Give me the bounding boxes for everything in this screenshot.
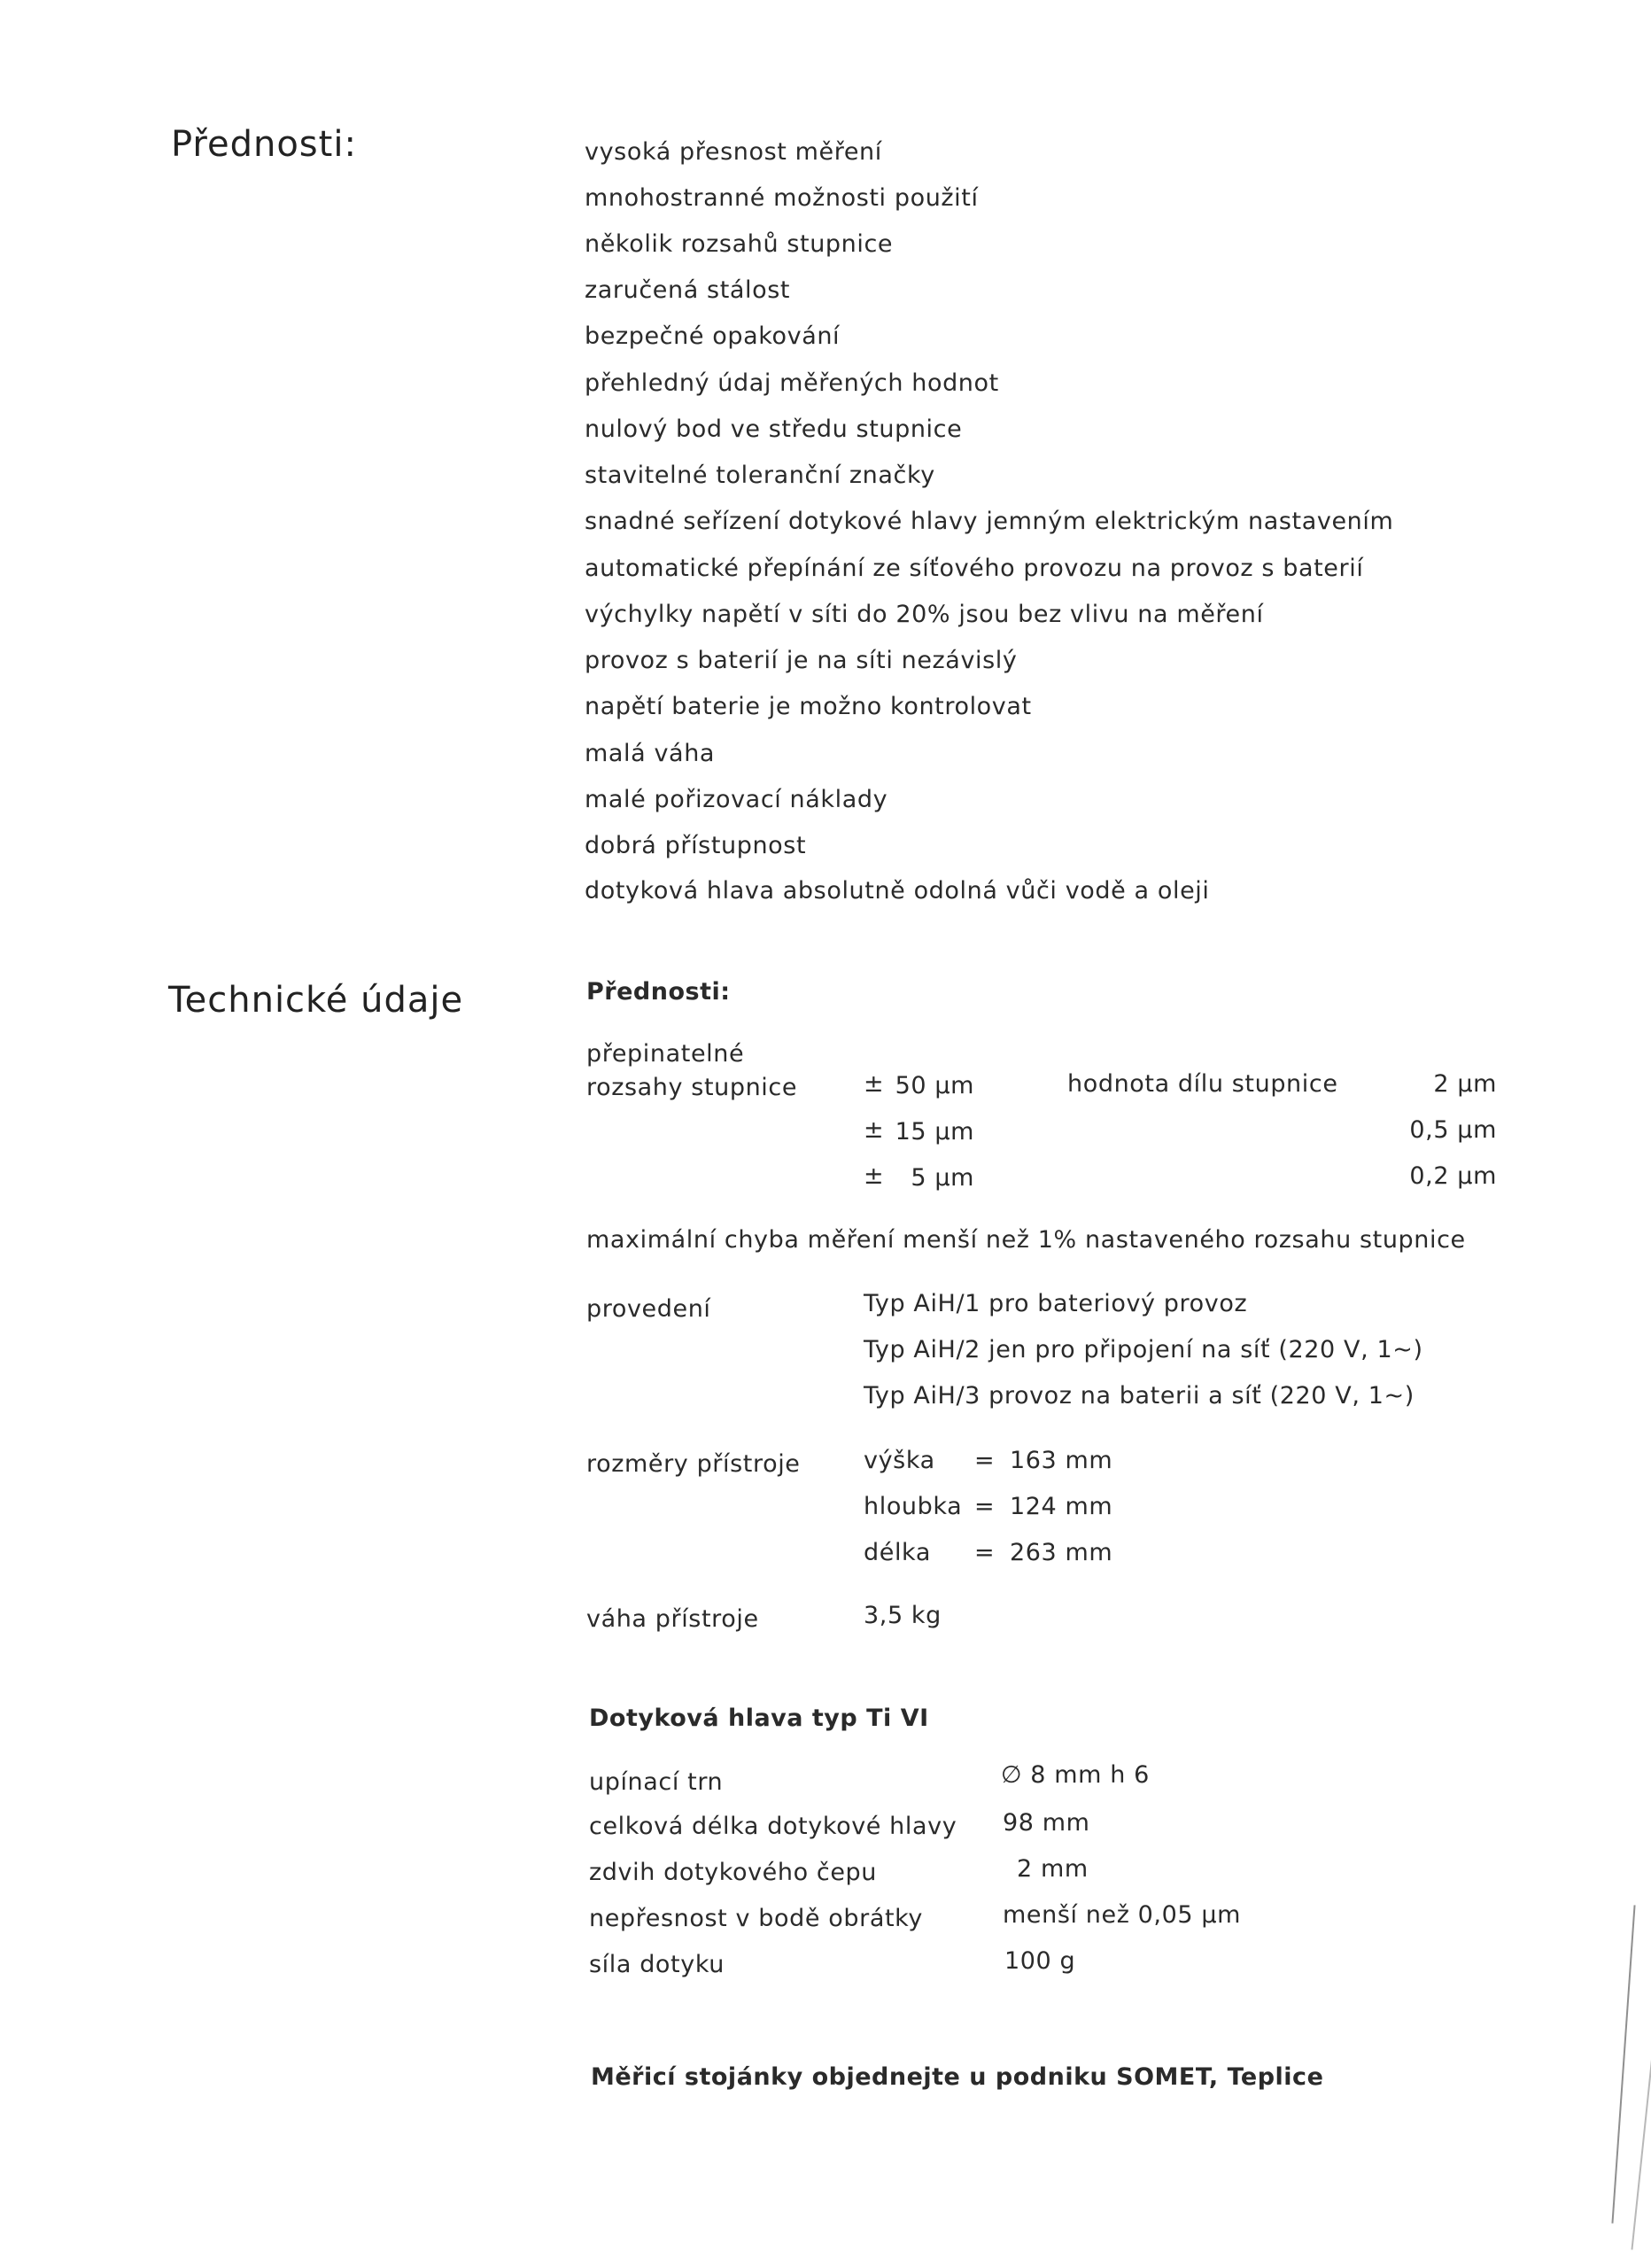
provedeni-item: Typ AiH/2 jen pro připojení na síť (220 V, 1~) <box>864 1336 1423 1363</box>
section-heading-technicke-udaje: Technické údaje <box>168 980 464 1021</box>
provedeni-item: Typ AiH/1 pro bateriový provoz <box>864 1290 1248 1317</box>
dimension-name: hloubka <box>864 1493 963 1520</box>
range-value: 50 µm <box>895 1072 974 1099</box>
head-spec-label: celková délka dotykové hlavy <box>589 1813 957 1840</box>
equals-sign: = <box>974 1447 996 1474</box>
dimension-value: 163 mm <box>1010 1447 1113 1474</box>
provedeni-label: provedení <box>586 1295 711 1323</box>
ranges-label: rozsahy stupnice <box>586 1074 798 1101</box>
advantage-item: dobrá přístupnost <box>585 832 807 859</box>
head-spec-label: upínací trn <box>589 1768 724 1796</box>
division-label: hodnota dílu stupnice <box>1067 1070 1338 1098</box>
head-spec-label: síla dotyku <box>589 1951 725 1978</box>
advantage-item: dotyková hlava absolutně odolná vůči vodě a oleji <box>585 877 1210 905</box>
head-spec-value: menší než 0,05 µm <box>1003 1901 1242 1929</box>
section-heading-prednosti: Přednosti: <box>171 124 357 165</box>
scan-edge-line <box>1611 1905 1635 2223</box>
vaha-label: váha přístroje <box>586 1605 759 1633</box>
rozmery-label: rozměry přístroje <box>586 1450 801 1478</box>
dimension-value: 263 mm <box>1010 1539 1113 1566</box>
advantage-item: vysoká přesnost měření <box>585 138 882 166</box>
ranges-label: přepinatelné <box>586 1040 745 1068</box>
dimension-value: 124 mm <box>1010 1493 1113 1520</box>
scan-edge-line <box>1631 2039 1651 2250</box>
advantage-item: automatické přepínání ze síťového provozu na provoz s baterií <box>585 555 1364 582</box>
range-value: 15 µm <box>895 1118 974 1146</box>
plus-minus: ± <box>864 1162 885 1190</box>
footer-note: Měřicí stojánky objednejte u podniku SOMET, Teplice <box>591 2063 1324 2091</box>
max-error-text: maximální chyba měření menší než 1% nastaveného rozsahu stupnice <box>586 1226 1466 1254</box>
advantage-item: přehledný údaj měřených hodnot <box>585 369 999 397</box>
advantage-item: napětí baterie je možno kontrolovat <box>585 693 1032 720</box>
head-spec-value: 2 mm <box>1017 1855 1089 1883</box>
advantage-item: zaručená stálost <box>585 276 791 304</box>
subheading-prednosti: Přednosti: <box>586 978 731 1006</box>
provedeni-item: Typ AiH/3 provoz na baterii a síť (220 V, 1~) <box>864 1382 1415 1410</box>
vaha-value: 3,5 kg <box>864 1602 942 1629</box>
dimension-name: výška <box>864 1447 935 1474</box>
equals-sign: = <box>974 1539 996 1566</box>
head-spec-value: ∅ 8 mm h 6 <box>1001 1761 1150 1789</box>
advantage-item: mnohostranné možnosti použití <box>585 184 979 212</box>
equals-sign: = <box>974 1493 996 1520</box>
head-spec-label: nepřesnost v bodě obrátky <box>589 1905 924 1932</box>
head-title: Dotyková hlava typ Ti VI <box>589 1705 929 1732</box>
dimension-name: délka <box>864 1539 931 1566</box>
head-spec-value: 98 mm <box>1003 1809 1090 1837</box>
advantage-item: nulový bod ve středu stupnice <box>585 416 963 443</box>
advantage-item: malé pořizovací náklady <box>585 786 888 813</box>
plus-minus: ± <box>864 1116 885 1144</box>
advantage-item: provoz s baterií je na síti nezávislý <box>585 647 1018 674</box>
advantage-item: snadné seřízení dotykové hlavy jemným elektrickým nastavením <box>585 508 1394 535</box>
advantage-item: bezpečné opakování <box>585 322 841 350</box>
advantage-item: malá váha <box>585 740 716 767</box>
advantage-item: stavitelné toleranční značky <box>585 462 935 489</box>
head-spec-value: 100 g <box>1004 1947 1076 1975</box>
plus-minus: ± <box>864 1070 885 1098</box>
advantage-item: výchylky napětí v síti do 20% jsou bez vlivu na měření <box>585 601 1264 628</box>
head-spec-label: zdvih dotykového čepu <box>589 1859 878 1886</box>
range-value: 5 µm <box>911 1164 974 1192</box>
division-value: 2 µm <box>1433 1070 1497 1098</box>
advantage-item: několik rozsahů stupnice <box>585 230 894 258</box>
division-value: 0,5 µm <box>1409 1116 1497 1144</box>
division-value: 0,2 µm <box>1409 1162 1497 1190</box>
